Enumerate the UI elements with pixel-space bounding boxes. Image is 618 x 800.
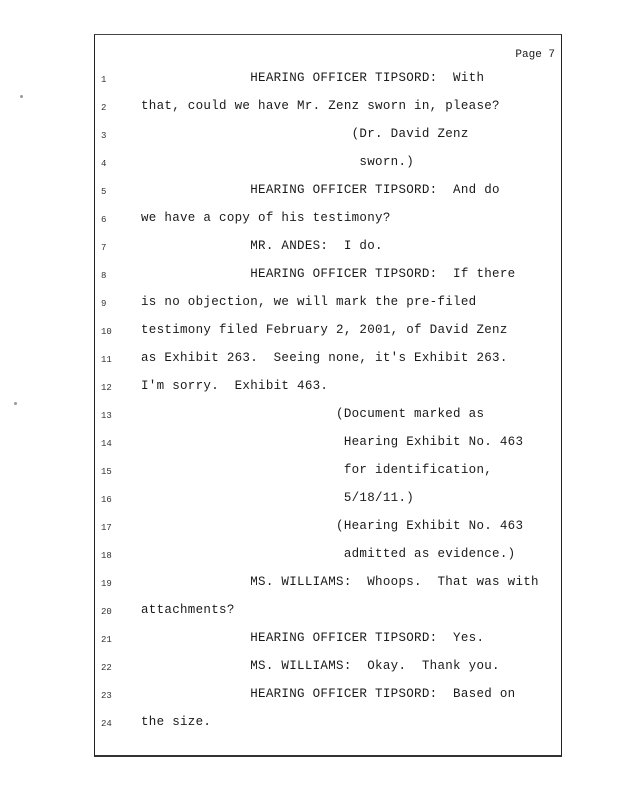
line-text: HEARING OFFICER TIPSORD: Yes.	[141, 631, 485, 645]
line-number: 12	[101, 383, 112, 393]
line-number: 22	[101, 663, 112, 673]
transcript-line	[95, 435, 561, 455]
line-text: the size.	[141, 715, 212, 729]
line-number: 7	[101, 243, 107, 253]
line-text: is no objection, we will mark the pre-filed	[141, 295, 477, 309]
transcript-line	[95, 519, 561, 539]
line-text: HEARING OFFICER TIPSORD: With	[141, 71, 485, 85]
margin-speck	[20, 95, 23, 98]
line-number: 13	[101, 411, 112, 421]
line-number: 23	[101, 691, 112, 701]
transcript-line	[95, 407, 561, 427]
line-text: HEARING OFFICER TIPSORD: Based on	[141, 687, 516, 701]
transcript-line	[95, 491, 561, 511]
transcript-line	[95, 575, 561, 595]
transcript-line	[95, 99, 561, 119]
transcript-line	[95, 659, 561, 679]
line-text: (Hearing Exhibit No. 463	[141, 519, 524, 533]
transcript-line	[95, 267, 561, 287]
line-text: as Exhibit 263. Seeing none, it's Exhibit 263.	[141, 351, 508, 365]
transcript-line	[95, 183, 561, 203]
line-text: (Document marked as	[141, 407, 485, 421]
line-text: 5/18/11.)	[141, 491, 415, 505]
line-number: 16	[101, 495, 112, 505]
line-text: that, could we have Mr. Zenz sworn in, please?	[141, 99, 500, 113]
line-text: MS. WILLIAMS: Whoops. That was with	[141, 575, 539, 589]
page-number: Page 7	[515, 49, 555, 61]
transcript-line	[95, 715, 561, 735]
line-number: 19	[101, 579, 112, 589]
line-text: we have a copy of his testimony?	[141, 211, 391, 225]
transcript-line	[95, 379, 561, 399]
line-text: (Dr. David Zenz	[141, 127, 469, 141]
line-text: MS. WILLIAMS: Okay. Thank you.	[141, 659, 500, 673]
transcript-line	[95, 211, 561, 231]
margin-speck	[14, 402, 17, 405]
line-text: I'm sorry. Exhibit 463.	[141, 379, 329, 393]
line-text: Hearing Exhibit No. 463	[141, 435, 524, 449]
line-text: admitted as evidence.)	[141, 547, 516, 561]
line-text: HEARING OFFICER TIPSORD: If there	[141, 267, 516, 281]
line-number: 21	[101, 635, 112, 645]
transcript-page	[94, 34, 562, 757]
transcript-line	[95, 239, 561, 259]
line-number: 4	[101, 159, 107, 169]
transcript-line	[95, 155, 561, 175]
transcript-line	[95, 687, 561, 707]
line-number: 14	[101, 439, 112, 449]
line-number: 9	[101, 299, 107, 309]
line-number: 8	[101, 271, 107, 281]
line-number: 20	[101, 607, 112, 617]
transcript-line	[95, 351, 561, 371]
transcript-line	[95, 323, 561, 343]
line-text: HEARING OFFICER TIPSORD: And do	[141, 183, 500, 197]
line-number: 24	[101, 719, 112, 729]
line-number: 5	[101, 187, 107, 197]
line-text: MR. ANDES: I do.	[141, 239, 383, 253]
line-number: 6	[101, 215, 107, 225]
transcript-line	[95, 295, 561, 315]
transcript-line	[95, 603, 561, 623]
line-text: for identification,	[141, 463, 493, 477]
line-text: testimony filed February 2, 2001, of David Zenz	[141, 323, 508, 337]
transcript-line	[95, 631, 561, 651]
line-number: 10	[101, 327, 112, 337]
transcript-line	[95, 127, 561, 147]
line-number: 2	[101, 103, 107, 113]
line-number: 17	[101, 523, 112, 533]
line-number: 1	[101, 75, 107, 85]
line-number: 3	[101, 131, 107, 141]
line-number: 11	[101, 355, 112, 365]
line-text: attachments?	[141, 603, 235, 617]
line-number: 15	[101, 467, 112, 477]
transcript-line	[95, 71, 561, 91]
transcript-line	[95, 463, 561, 483]
transcript-line	[95, 547, 561, 567]
line-number: 18	[101, 551, 112, 561]
line-text: sworn.)	[141, 155, 415, 169]
